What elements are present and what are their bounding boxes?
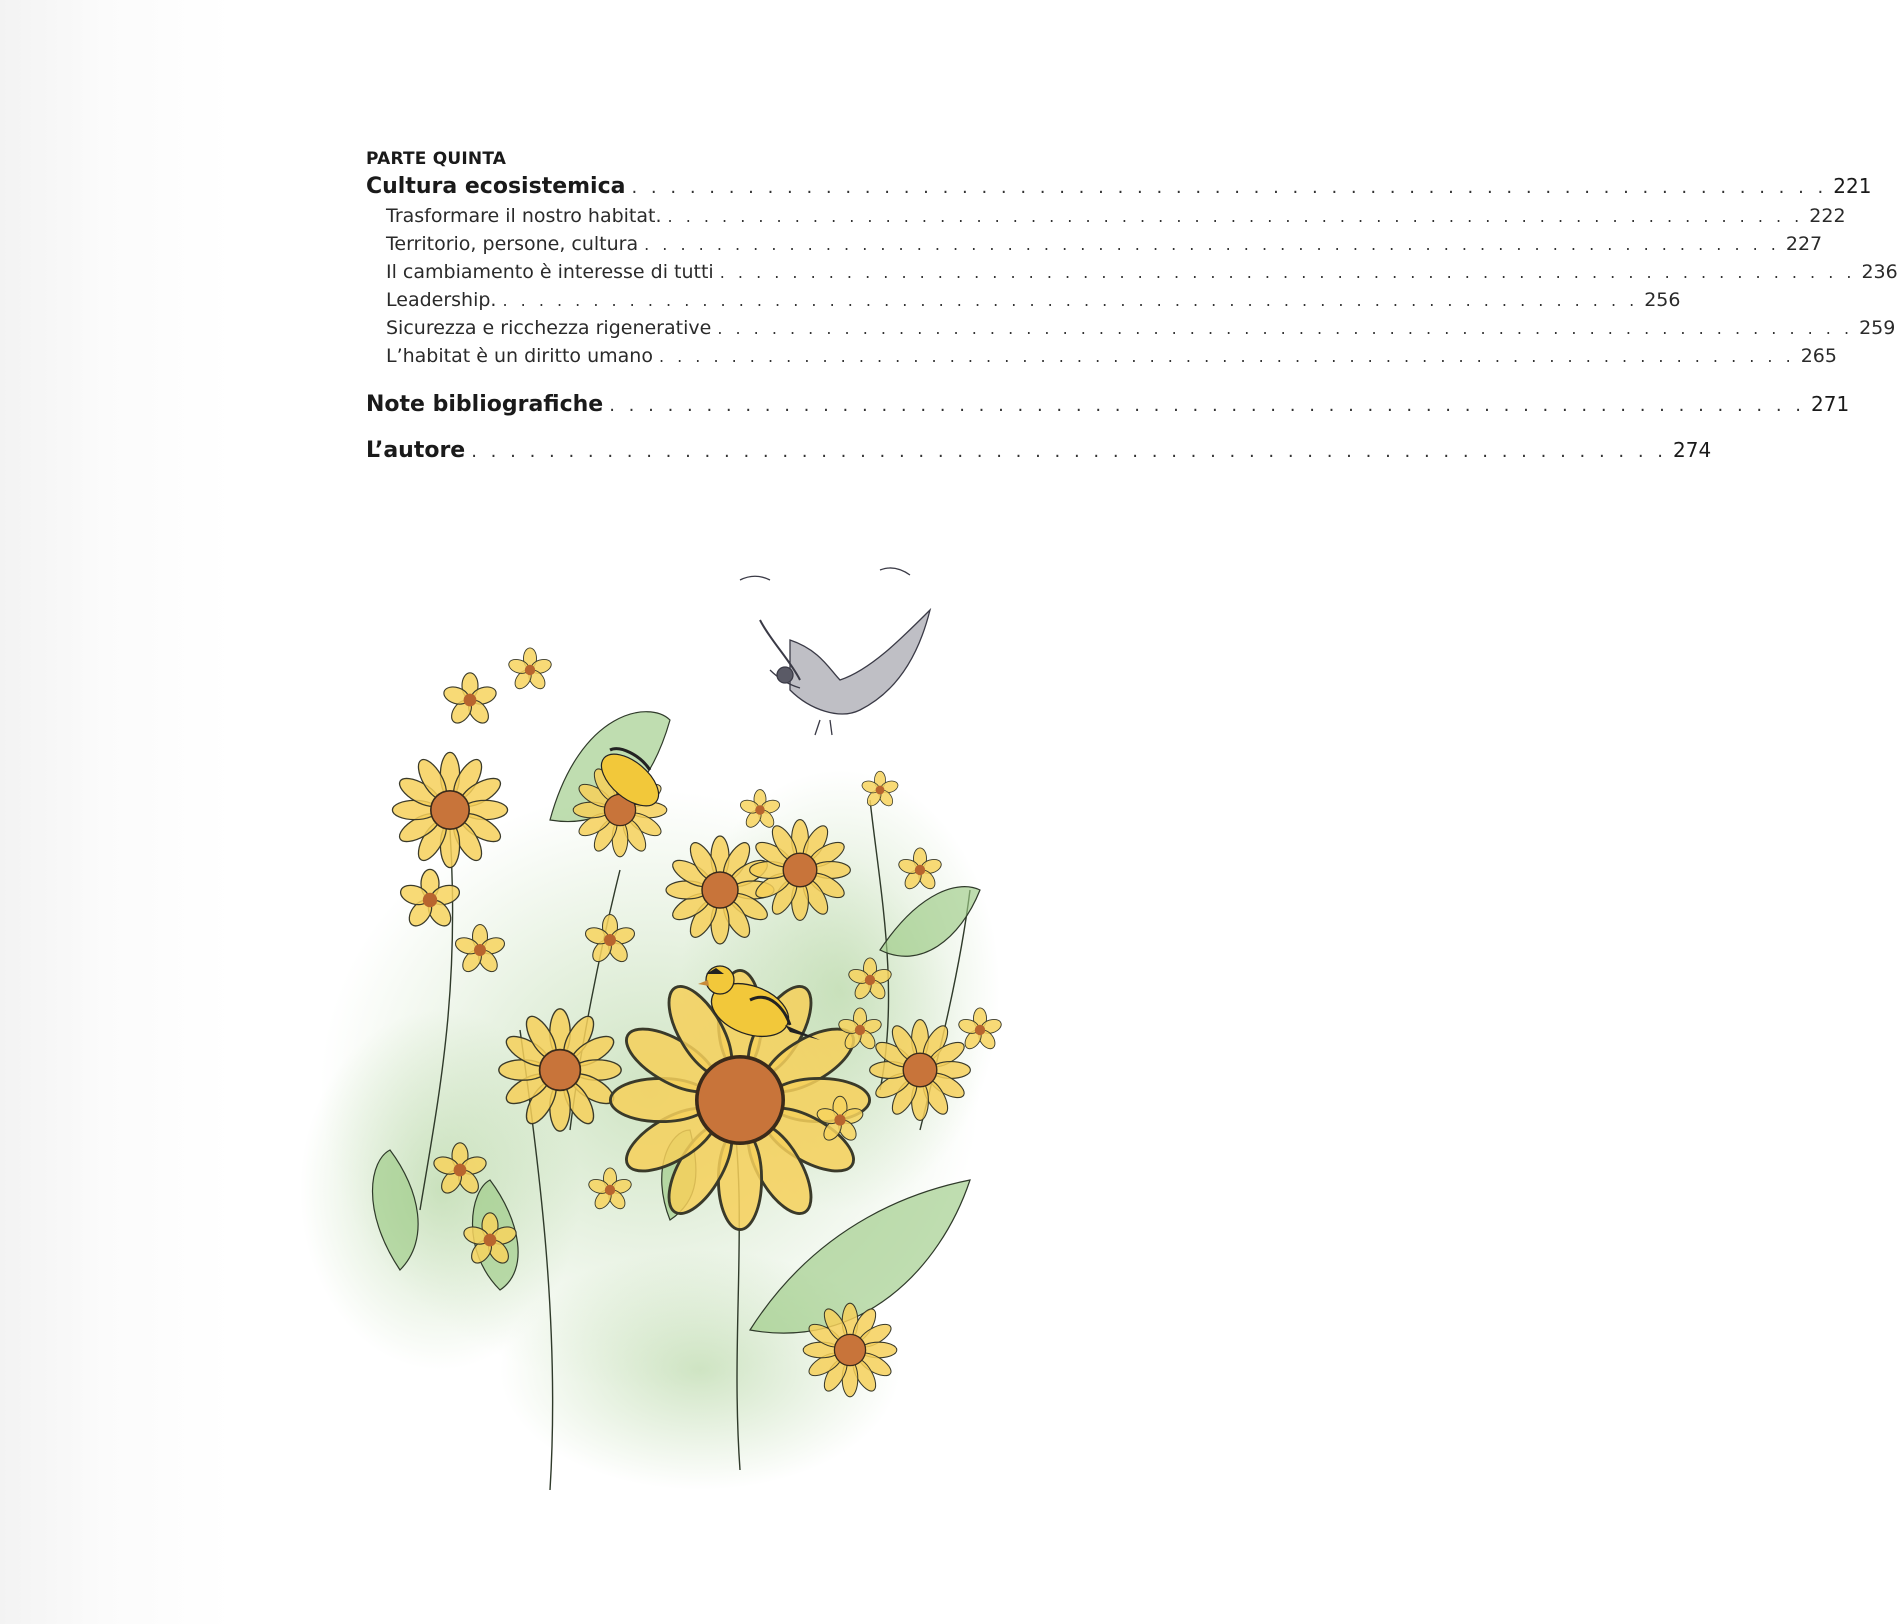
dot-leader: . . . . . . . . . . . . . . . . . . . . . . . . . . . . . . . . . . . . . . . . . . . . . . . . . . . . . . . . . . . . . . . <box>658 347 1795 366</box>
toc-entry-notes[interactable] <box>366 388 1850 420</box>
toc-entry-page: 222 <box>1809 205 1846 227</box>
dot-leader: . . . . . . . . . . . . . . . . . . . . . . . . . . . . . . . . . . . . . . . . . . . . . . . . . . . . . . . . . . . . . . . <box>644 235 1780 254</box>
dot-leader: . . . . . . . . . . . . . . . . . . . . . . . . . . . . . . . . . . . . . . . . . . . . . . . . . . . . . . . . . . . . . . . <box>667 207 1804 226</box>
toc-entry-chapter[interactable] <box>366 286 1681 314</box>
toc-entry-page: 227 <box>1785 233 1823 255</box>
toc-entry-title: L’habitat è un diritto umano <box>386 345 653 367</box>
sunflower-illustration <box>320 570 1040 1520</box>
part-label: PARTE QUINTA <box>366 149 507 169</box>
dot-leader: . . . . . . . . . . . . . . . . . . . . . . . . . . . . . . . . . . . . . . . . . . . . . . . . . . . . . . . . . . . . . . <box>471 441 1668 462</box>
dot-leader: . . . . . . . . . . . . . . . . . . . . . . . . . . . . . . . . . . . . . . . . . . . . . . . . . . . . . . . . . . . . . . . <box>717 319 1854 338</box>
toc-entry-page: 256 <box>1644 289 1681 311</box>
dot-leader: . . . . . . . . . . . . . . . . . . . . . . . . . . . . . . . . . . . . . . . . . . . . . . . . . . . . . . . . . . . . . . . <box>502 291 1639 310</box>
toc-entry-title: Cultura ecosistemica <box>366 174 626 199</box>
toc-entry-chapter[interactable] <box>366 314 1896 342</box>
flying-bird-icon <box>740 568 930 735</box>
toc-entry-page: 274 <box>1673 438 1712 462</box>
toc-entry-chapter[interactable] <box>366 258 1898 286</box>
toc-entry-page: 221 <box>1833 174 1872 198</box>
toc-entry-title: Territorio, persone, cultura <box>386 233 639 255</box>
toc-entry-chapter[interactable] <box>366 230 1823 258</box>
dot-leader: . . . . . . . . . . . . . . . . . . . . . . . . . . . . . . . . . . . . . . . . . . . . . . . . . . . . . . . . . . . . . . . <box>719 263 1856 282</box>
toc-entry-title: Il cambiamento è interesse di tutti <box>386 261 714 283</box>
table-of-contents <box>366 148 1898 466</box>
toc-entry-page: 265 <box>1800 345 1837 367</box>
toc-entry-chapter[interactable] <box>366 202 1846 230</box>
toc-entry-part[interactable] <box>366 170 1872 202</box>
toc-entry-page: 271 <box>1811 392 1850 416</box>
toc-entry-title: Leadership. <box>386 289 497 311</box>
toc-entry-author[interactable] <box>366 434 1712 466</box>
toc-entry-page: 259 <box>1859 317 1896 339</box>
dot-leader: . . . . . . . . . . . . . . . . . . . . . . . . . . . . . . . . . . . . . . . . . . . . . . . . . . . . . . . . . . . . . . <box>631 177 1828 198</box>
toc-entry-page: 236 <box>1861 261 1898 283</box>
dot-leader: . . . . . . . . . . . . . . . . . . . . . . . . . . . . . . . . . . . . . . . . . . . . . . . . . . . . . . . . . . . . . . <box>609 395 1806 416</box>
toc-entry-title: Note bibliografiche <box>366 392 604 417</box>
toc-entry-title: L’autore <box>366 438 466 463</box>
toc-entry-title: Sicurezza e ricchezza rigenerative <box>386 317 712 339</box>
toc-entry-chapter[interactable] <box>366 342 1837 370</box>
toc-entry-title: Trasformare il nostro habitat. <box>386 205 662 227</box>
